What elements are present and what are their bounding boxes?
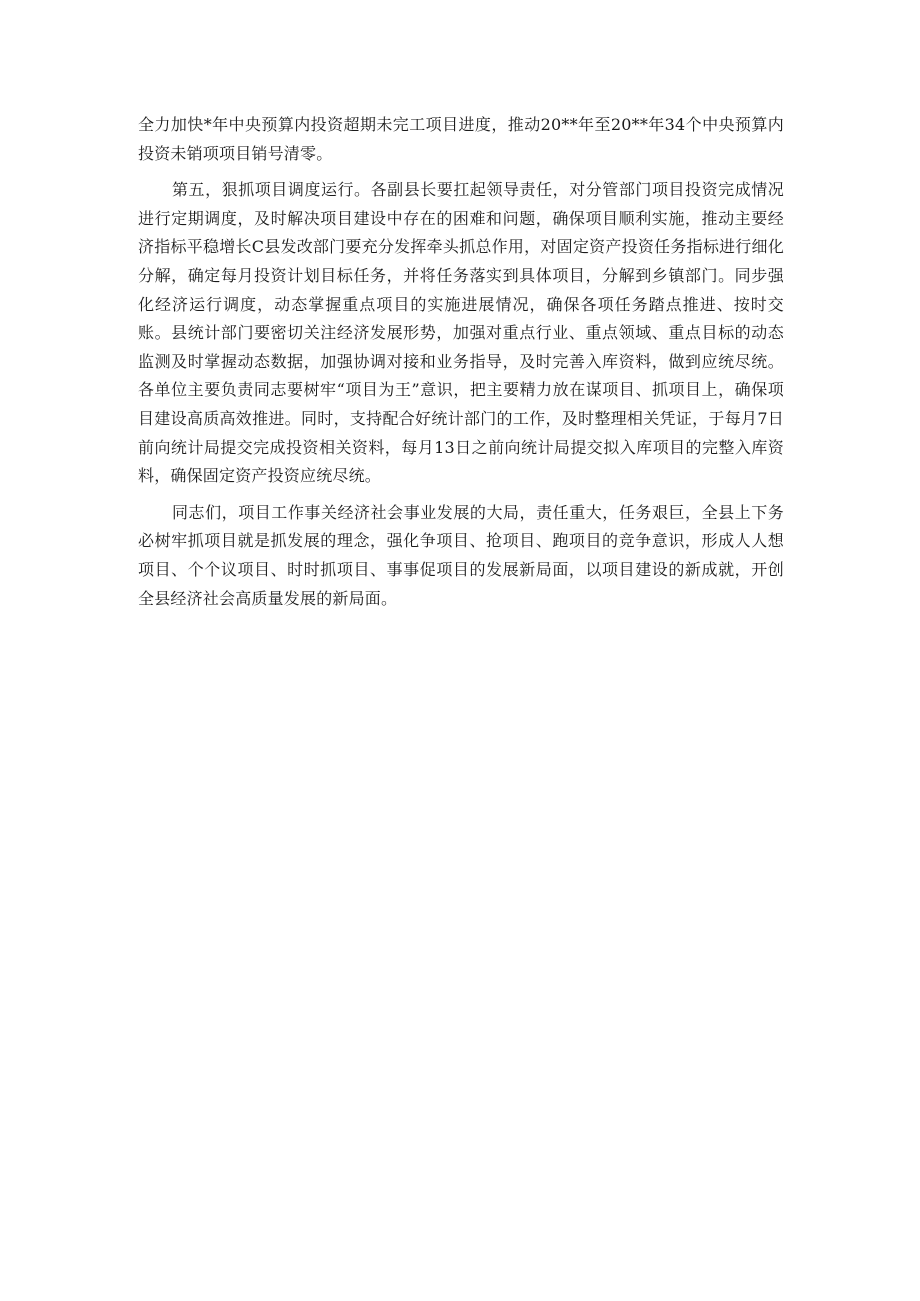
paragraph-continuation: 全力加快*年中央预算内投资超期未完工项目进度，推动20**年至20**年34个中央预算内投资未销项项目销号清零。 (138, 115, 784, 163)
paragraph-closing: 同志们，项目工作事关经济社会事业发展的大局，责任重大，任务艰巨，全县上下务必树牢抓项目就是抓发展的理念，强化争项目、抢项目、跑项目的竞争意识，形成人人想项目、个个议项目、时时抓项目、事事促项目的发展新局面，以项目建设的新成就，开创全县经济社会高质量发展的新局面。 (138, 502, 784, 608)
paragraph-fifth-point: 第五，狠抓项目调度运行。各副县长要扛起领导责任，对分管部门项目投资完成情况进行定期调度，及时解决项目建设中存在的困难和问题，确保项目顺利实施，推动主要经济指标平稳增长C县发改部门要充分发挥牵头抓总作用，对固定资产投资任务指标进行细化分解，确定每月投资计划目标任务，并将任务落实到具体项目，分解到乡镇部门。同步强化经济运行调度，动态掌握重点项目的实施进展情况，确保各项任务踏点推进、按时交账。县统计部门要密切关注经济发展形势，加强对重点行业、重点领域、重点目标的动态监测及时掌握动态数据，加强协调对接和业务指导，及时完善入库资料，做到应统尽统。各单位主要负责同志要树牢“项目为王”意识，把主要精力放在谋项目、抓项目上，确保项目建设高质高效推进。同时，支持配合好统计部门的工作，及时整理相关凭证，于每月7日前向统计局提交完成投资相关资料，每月13日之前向统计局提交拟入库项目的完整入库资料，确保固定资产投资应统尽统。 (138, 180, 784, 486)
document-page (138, 111, 784, 621)
